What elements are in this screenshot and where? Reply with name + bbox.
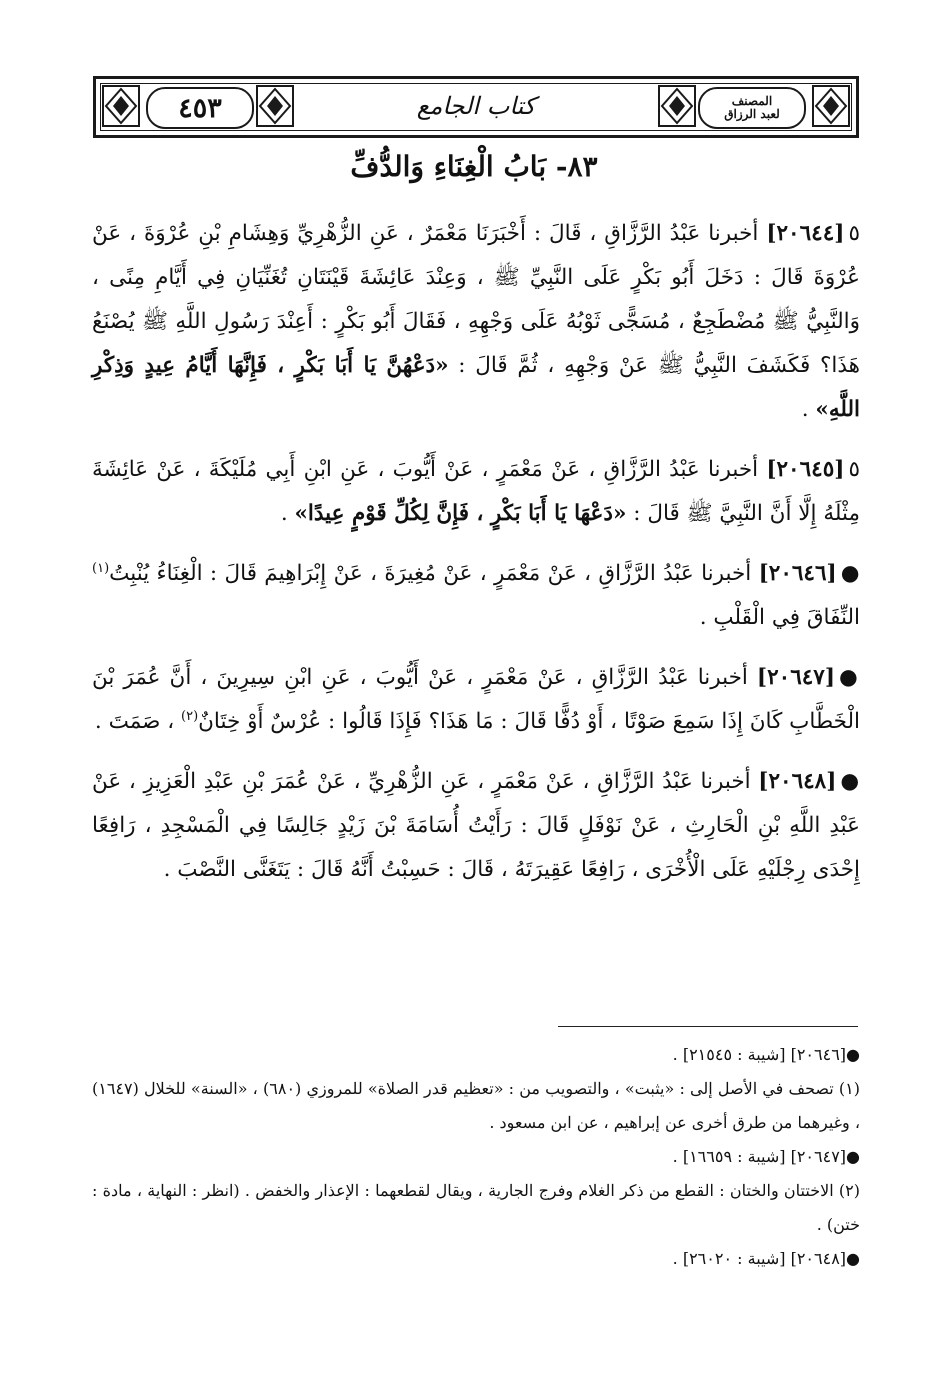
entry-marker: ● xyxy=(839,665,861,690)
main-text xyxy=(92,212,860,908)
hadith-number: [٢٠٦٤٥] xyxy=(766,457,845,482)
ornament-left-icon xyxy=(102,85,140,127)
footnote-note: (٢) الاختتان والختان : القطع من ذكر الغلام وفرج الجارية ، ويقال لقطعهما : الإعذار والخفض . (انظر : النهاية ، مادة : ختن) . xyxy=(92,1181,860,1234)
hadith-text: أخبرنا عَبْدُ الرَّزَّاقِ ، قَالَ : أَخْبَرَنَا مَعْمَرٌ ، عَنِ الزُّهْرِيِّ وَهِشَامِ بْنِ عُرْوَةَ ، عَنْ عُرْوَةَ قَالَ : دَخَلَ أَبُو بَكْرٍ عَلَى النَّبِيِّ ﷺ ، وَعِنْدَ عَائِشَةَ قَيْنَتَانِ تُغَنِّيَانِ فِي أَيَّامِ مِنًى ، وَالنَّبِيُّ ﷺ مُضْطَجِعٌ ، مُسَجًّى ثَوْبُهُ عَلَى وَجْهِهِ ، فَقَالَ أَبُو بَكْرٍ : أَعِنْدَ رَسُولِ اللَّهِ ﷺ يُصْنَعُ هَذَا؟ فَكَشَفَ النَّبِيُّ ﷺ عَنْ وَجْهِهِ ، ثُمَّ قَالَ : xyxy=(92,221,860,378)
hadith-text: أخبرنا عَبْدُ الرَّزَّاقِ ، عَنْ مَعْمَرٍ ، عَنْ أَيُّوبَ ، عَنِ ابْنِ أَبِي مُلَيْكَةَ ، عَنْ عَائِشَةَ مِثْلَهُ إِلَّا أَنَّ النَّبِيَّ ﷺ قَالَ : xyxy=(92,457,860,526)
hadith-entry xyxy=(92,448,860,536)
hadith-tail: النِّفَاقَ فِي الْقَلْبِ . xyxy=(699,605,860,630)
hadith-text: أخبرنا عَبْدُ الرَّزَّاقِ ، عَنْ مَعْمَرٍ ، عَنْ مُغِيرَةَ ، عَنْ إِبْرَاهِيمَ قَالَ : الْغِنَاءُ يُنْبِتُ xyxy=(109,561,752,586)
footnote-ref[interactable]: (٢) xyxy=(181,708,199,724)
prophetic-saying: «دَعْهَا يَا أَبَا بَكْرٍ ، فَإِنَّ لِكُلِّ قَوْمٍ عِيدًا» xyxy=(294,501,627,526)
footnote-separator xyxy=(558,1026,858,1027)
entry-marker: ● xyxy=(840,769,860,794)
hadith-number: [٢٠٦٤٨] xyxy=(758,769,837,794)
hadith-number: [٢٠٦٤٤] xyxy=(766,221,845,246)
hadith-entry xyxy=(92,760,860,892)
footnotes xyxy=(92,1038,860,1276)
entry-marker: ٥ xyxy=(848,221,860,246)
hadith-number: [٢٠٦٤٦] xyxy=(758,561,837,586)
ornament-right-inner-icon xyxy=(658,85,696,127)
footnote-source: ●[٢٠٦٤٦] [شيبة : ٢١٥٤٥] . xyxy=(672,1045,860,1064)
ornament-right-icon xyxy=(812,85,850,127)
hadith-entry xyxy=(92,212,860,432)
ornament-left-inner-icon xyxy=(256,85,294,127)
chapter-title: ٨٣- بَابُ الْغِنَاءِ وَالدُّفِّ xyxy=(350,150,598,183)
page-number: ٤٥٣ xyxy=(146,87,254,129)
footnote-source: ●[٢٠٦٤٨] [شيبة : ٢٦٠٢٠] . xyxy=(672,1249,860,1268)
footnote-note: (١) تصحف في الأصل إلى : «يثبت» ، والتصويب من : «تعظيم قدر الصلاة» للمروزي (٦٨٠) ، «السنة» للخلال (١٦٤٧) ، وغيرهما من طرق أخرى عن إبراهيم ، عن ابن مسعود . xyxy=(92,1079,861,1132)
hadith-entry xyxy=(92,552,860,640)
prophetic-saying: «دَعْهُنَّ يَا أَبَا بَكْرٍ ، فَإِنَّهَا أَيَّامُ عِيدٍ وَذِكْرِ اللَّهِ» xyxy=(92,353,860,422)
hadith-entry xyxy=(92,656,860,744)
hadith-number: [٢٠٦٤٧] xyxy=(756,665,836,690)
seal-line-2: لعبد الرزاق xyxy=(724,107,780,121)
entry-marker: ٥ xyxy=(848,457,860,482)
entry-marker: ● xyxy=(840,561,860,586)
book-seal xyxy=(698,87,806,129)
hadith-tail: ، صَمَتَ . xyxy=(94,709,181,734)
running-title: كتاب الجامع xyxy=(416,92,536,120)
seal-line-1: المصنف xyxy=(731,94,773,108)
hadith-tail: . xyxy=(801,397,816,422)
hadith-tail: . xyxy=(280,501,295,526)
hadith-text: أخبرنا عَبْدُ الرَّزَّاقِ ، عَنْ مَعْمَرٍ ، عَنْ أَيُّوبَ ، عَنِ ابْنِ سِيرِينَ ، أَنَّ عُمَرَ بْنَ الْخَطَّابِ كَانَ إِذَا سَمِعَ صَوْتًا ، أَوْ دُفًّا قَالَ : مَا هَذَا؟ فَإِذَا قَالُوا : عُرْسٌ أَوْ خِتَانٌ xyxy=(92,665,860,734)
page-header xyxy=(93,76,859,138)
footnote-source: ●[٢٠٦٤٧] [شيبة : ١٦٦٥٩] . xyxy=(672,1147,860,1166)
footnote-ref[interactable]: (١) xyxy=(92,560,110,576)
hadith-text: أخبرنا عَبْدُ الرَّزَّاقِ ، عَنْ مَعْمَرٍ ، عَنِ الزُّهْرِيِّ ، عَنْ عُمَرَ بْنِ عَبْدِ الْعَزِيزِ ، عَنْ عَبْدِ اللَّهِ بْنِ الْحَارِثِ ، عَنْ نَوْفَلٍ قَالَ : رَأَيْتُ أُسَامَةَ بْنَ زَيْدٍ جَالِسًا فِي الْمَسْجِدِ ، رَافِعًا إِحْدَى رِجْلَيْهِ عَلَى الْأُخْرَى ، رَافِعًا عَقِيرَتَهُ ، قَالَ : حَسِبْتُ أَنَّهُ قَالَ : يَتَغَنَّى النَّصْبَ . xyxy=(92,769,860,882)
